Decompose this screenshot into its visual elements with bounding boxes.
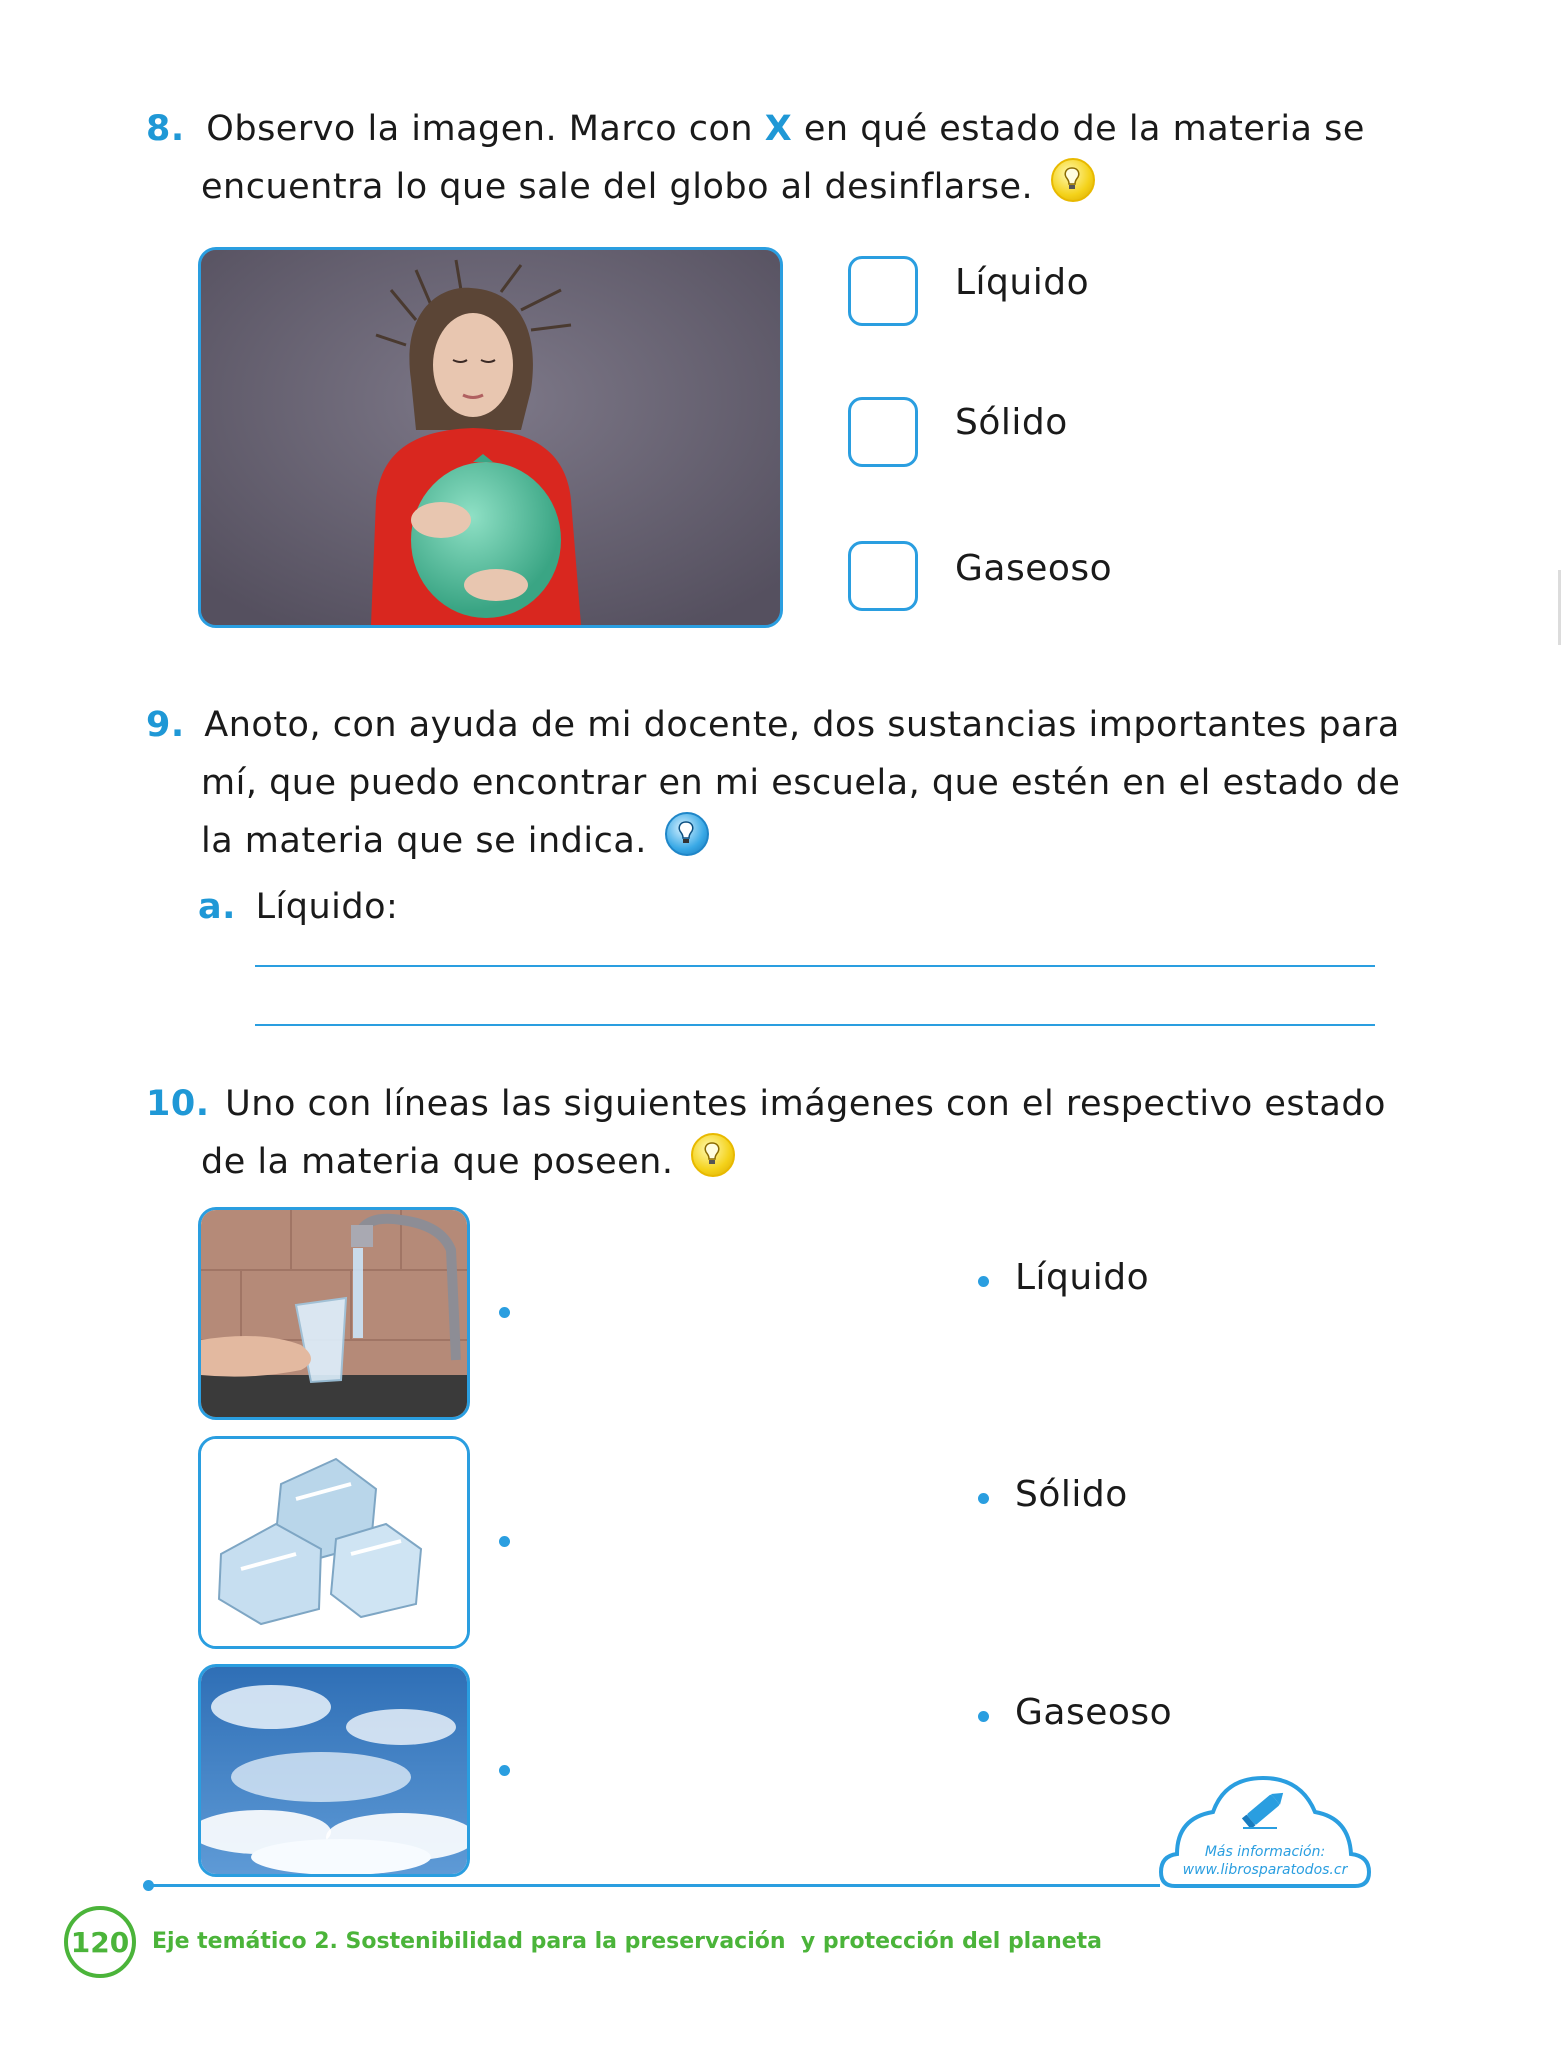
question-8 (146, 100, 1406, 216)
question-10 (146, 1075, 1406, 1191)
option-solido-label: Sólido (955, 402, 1068, 443)
question-number: 10. (146, 1084, 210, 1124)
question-8-line-2: encuentra lo que sale del globo al desinflarse. (146, 158, 1406, 216)
website-link[interactable]: www.librosparatodos.cr (1182, 1862, 1348, 1878)
checkbox-liquido[interactable] (848, 256, 918, 326)
checkbox-gaseoso[interactable] (848, 541, 918, 611)
water-tap-photo (198, 1207, 470, 1420)
question-10-line-1: 10. Uno con líneas las siguientes imágenes con el respectivo estado (146, 1084, 1386, 1124)
connector-dot[interactable] (978, 1493, 989, 1504)
state-liquido-label: Líquido (1015, 1257, 1150, 1298)
page-number-badge (64, 1906, 136, 1978)
pencil-icon (1237, 1786, 1291, 1836)
page-number: 120 (70, 1925, 130, 1959)
ice-cubes-photo (198, 1436, 470, 1649)
question-8-line-1: 8. Observo la imagen. Marco con X en qué estado de la materia se (146, 109, 1365, 149)
connector-dot[interactable] (499, 1307, 510, 1318)
checkbox-solido[interactable] (848, 397, 918, 467)
connector-dot[interactable] (499, 1536, 510, 1547)
question-9-line-1: 9. Anoto, con ayuda de mi docente, dos sustancias importantes para (146, 705, 1400, 745)
state-gaseoso-label: Gaseoso (1015, 1692, 1173, 1733)
answer-line-1[interactable] (255, 965, 1375, 967)
footer-rule-end-dot (143, 1880, 154, 1891)
option-liquido-label: Líquido (955, 262, 1090, 303)
question-9-line-3: la materia que se indica. (146, 812, 1406, 870)
more-info-cloud-badge[interactable] (1155, 1774, 1375, 1894)
answer-line-2[interactable] (255, 1024, 1375, 1026)
page-edge-marker (1558, 570, 1561, 645)
question-9-line-2: mí, que puedo encontrar en mi escuela, que estén en el estado de (201, 763, 1401, 803)
connector-dot[interactable] (978, 1276, 989, 1287)
option-gaseoso-label: Gaseoso (955, 548, 1113, 589)
girl-balloon-photo (198, 247, 783, 628)
question-number: 8. (146, 109, 185, 149)
question-9a (198, 878, 398, 936)
connector-dot[interactable] (499, 1765, 510, 1776)
sub-letter: a. (198, 887, 236, 927)
connector-dot[interactable] (978, 1711, 989, 1722)
mark-x: X (764, 109, 793, 149)
more-info-label: Más información: (1204, 1844, 1326, 1860)
question-number: 9. (146, 705, 185, 745)
state-solido-label: Sólido (1015, 1474, 1128, 1515)
lightbulb-icon (665, 812, 709, 856)
footer-rule (148, 1884, 1160, 1887)
clouds-sky-photo (198, 1664, 470, 1877)
question-9 (146, 696, 1406, 870)
sub-label: Líquido: (255, 887, 399, 927)
lightbulb-icon (1051, 158, 1095, 202)
question-10-line-2: de la materia que poseen. (146, 1133, 1406, 1191)
footer-theme-text: Eje temático 2. Sostenibilidad para la preservación y protección del planeta (152, 1929, 1103, 1954)
lightbulb-icon (691, 1133, 735, 1177)
